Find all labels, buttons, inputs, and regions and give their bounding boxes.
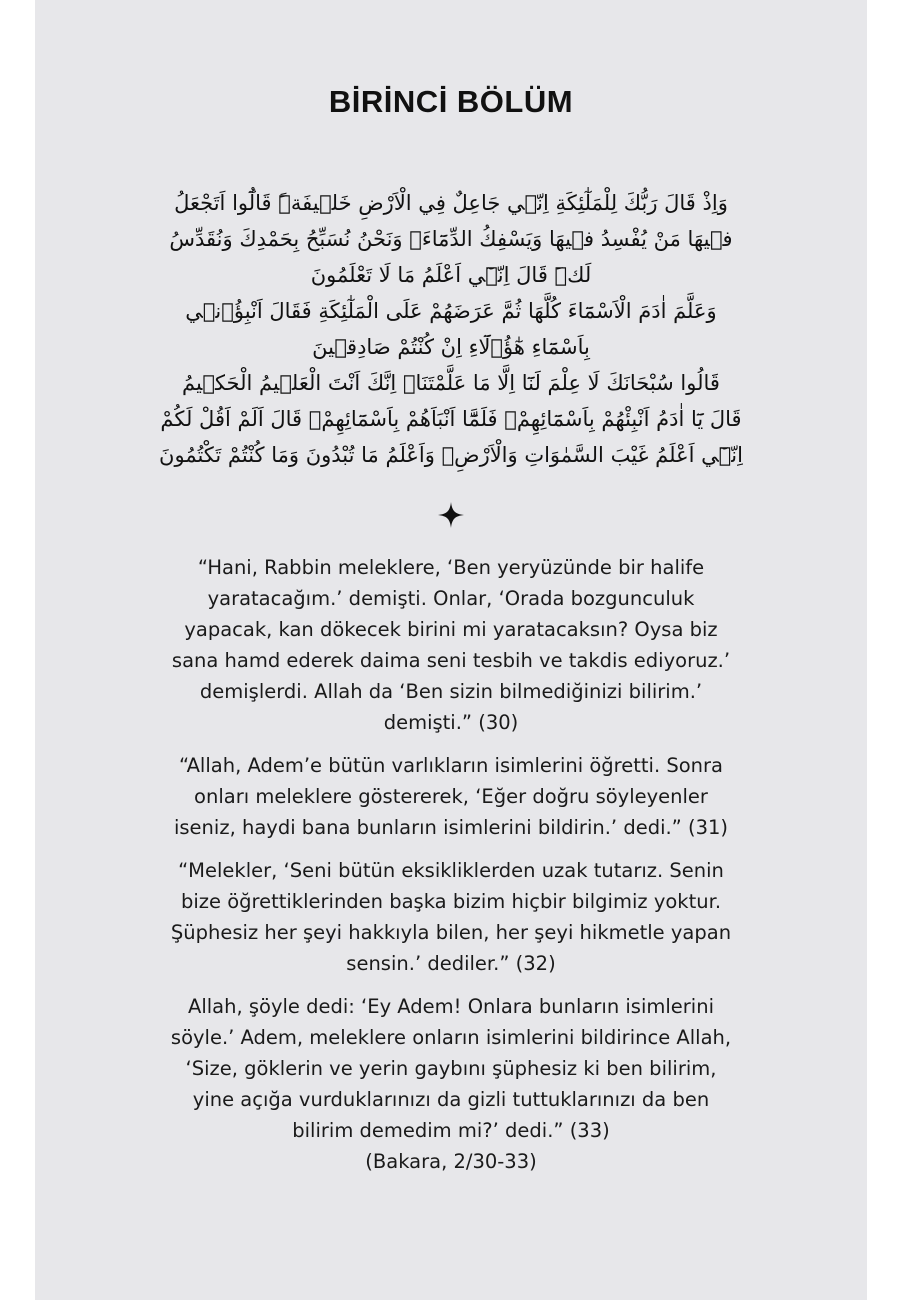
arabic-verse-30: وَاِذْ قَالَ رَبُّكَ لِلْمَلٰٓئِكَةِ اِنّ۪ي جَاعِلٌ فِي الْاَرْضِ خَل۪يفَةًۜ قَالُٓوا اَتَجْعَلُ ف۪يهَا مَنْ يُفْسِدُ ف۪يهَا وَيَسْفِكُ الدِّمَٓاءَۚ وَنَحْنُ نُسَبِّحُ بِحَمْدِكَ وَنُقَدِّسُ لَكَۜ قَالَ اِنّ۪ٓي اَعْلَمُ مَا لَا تَعْلَمُونَ (169, 191, 733, 287)
arabic-verse-31: وَعَلَّمَ اٰدَمَ الْاَسْمَٓاءَ كُلَّهَا ثُمَّ عَرَضَهُمْ عَلَى الْمَلٰٓئِكَةِ فَقَالَ اَنْبِؤُ۫ن۪ي بِاَسْمَٓاءِ هٰٓؤُ۬لَٓاءِ اِنْ كُنْتُمْ صَادِق۪ينَ (185, 299, 717, 359)
translation-verse-30: “Hani, Rabbin meleklere, ‘Ben yeryüzünde bir halife yaratacağım.’ demişti. Onlar, ‘Orada bozgunculuk yapacak, kan dökecek birini mi yaratacaksın? Oysa biz sana hamd ederek daima seni tesbih ve takdis ediyoruz.’ demişlerdi. Allah da ‘Ben sizin bilmediğinizi bilirim.’ demişti.” (30) (171, 556, 731, 734)
verse-reference: (Bakara, 2/30-33) (365, 1150, 537, 1173)
book-page (35, 0, 867, 1300)
arabic-verse-32: قَالُوا سُبْحَانَكَ لَا عِلْمَ لَنَٓا اِلَّا مَا عَلَّمْتَنَاۜ اِنَّكَ اَنْتَ الْعَل۪يمُ الْحَك۪يمُ (182, 371, 720, 395)
four-point-star-icon (438, 502, 464, 528)
translation-verse-33: Allah, şöyle dedi: ‘Ey Adem! Onlara bunların isimlerini söyle.’ Adem, meleklere onların isimlerini bildirince Allah, ‘Size, göklerin ve yerin gaybını şüphesiz ki ben bilirim, yine açığa vurduklarınızı da gizli tuttuklarınızı da ben bilirim demedim mi?’ dedi.” (33) (170, 995, 732, 1142)
chapter-title: BİRİNCİ BÖLÜM (328, 84, 574, 119)
translation (165, 552, 737, 1177)
section-divider (35, 502, 867, 528)
translation-verse-31: “Allah, Adem’e bütün varlıkların isimlerini öğretti. Sonra onları meleklere göstererek, ‘Eğer doğru söyleyenler iseniz, haydi bana bunların isimlerini bildirin.’ dedi.” (31) (173, 754, 729, 839)
translation-verse-32: “Melekler, ‘Seni bütün eksikliklerden uzak tutarız. Senin bize öğrettiklerinden başka bizim hiçbir bilgimiz yoktur. Şüphesiz her şeyi hakkıyla bilen, her şeyi hikmetle yapan sensin.’ dediler.” (32) (170, 859, 732, 975)
arabic-verses (155, 185, 747, 473)
arabic-verse-33: قَالَ يَٓا اٰدَمُ اَنْبِئْهُمْ بِاَسْمَٓائِهِمْۚ فَلَمَّٓا اَنْبَاَهُمْ بِاَسْمَٓائِهِمْۙ قَالَ اَلَمْ اَقُلْ لَكُمْ اِنّ۪ٓي اَعْلَمُ غَيْبَ السَّمٰوَاتِ وَالْاَرْضِۙ وَاَعْلَمُ مَا تُبْدُونَ وَمَا كُنْتُمْ تَكْتُمُونَ (159, 407, 743, 467)
